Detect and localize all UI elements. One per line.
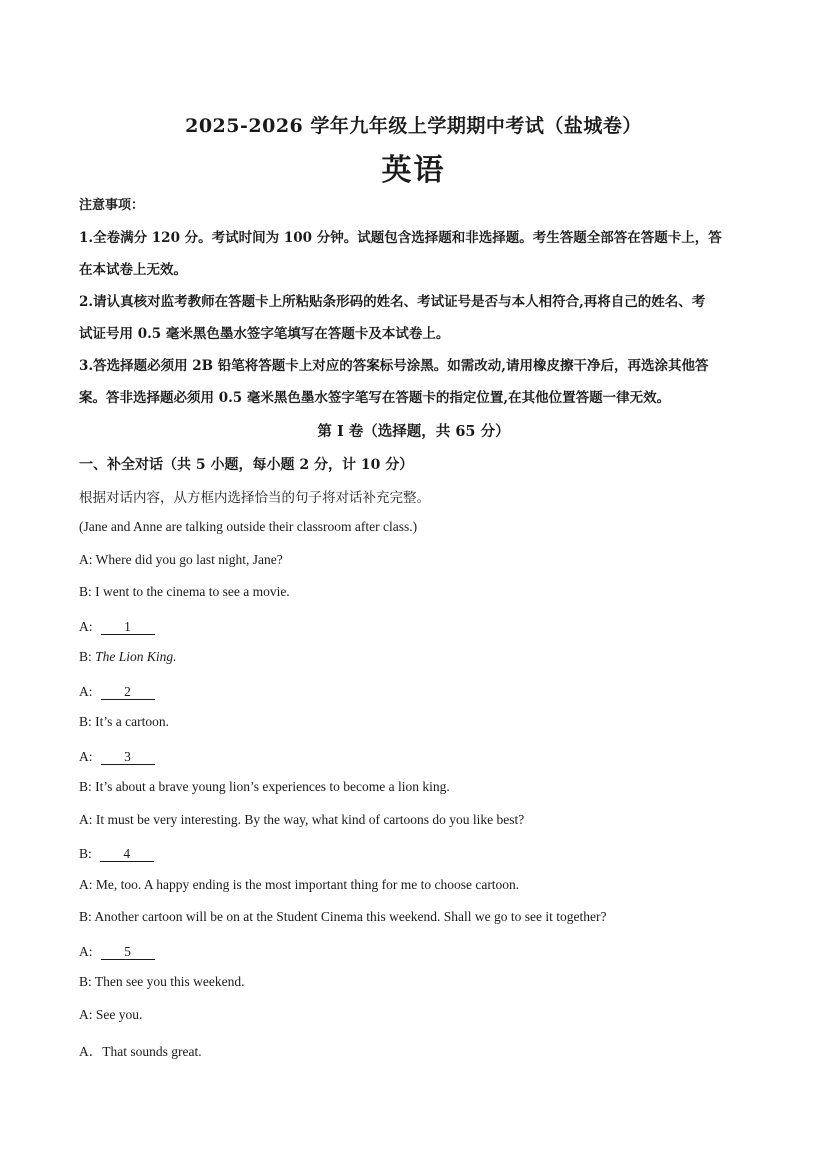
exam-title: 2025-2026 学年九年级上学期期中考试（盐城卷） bbox=[185, 115, 642, 137]
speaker-label: B: bbox=[79, 846, 92, 861]
note-item-3 bbox=[79, 350, 751, 414]
note-item-3-line-1: 3.答选择题必须用 2B 铅笔将答题卡上对应的答案标号涂黑。如需改动,请用橡皮擦干净后，再选涂其他答 bbox=[79, 358, 709, 374]
answer-blank-2: 2 bbox=[101, 685, 155, 700]
dialogue-line-blank-3 bbox=[79, 749, 155, 765]
note-item-1 bbox=[79, 222, 751, 286]
speaker-label: A: bbox=[79, 619, 93, 634]
dialogue-line: A: It must be very interesting. By the way, what kind of cartoons do you like best? bbox=[79, 812, 525, 827]
option-a: A．That sounds great. bbox=[79, 1044, 202, 1059]
note-item-1-line-2: 在本试卷上无效。 bbox=[79, 262, 187, 278]
movie-title: The Lion King. bbox=[95, 649, 177, 664]
dialogue-line: A: See you. bbox=[79, 1007, 143, 1022]
speaker-label: A: bbox=[79, 749, 93, 764]
answer-blank-4: 4 bbox=[100, 847, 154, 862]
speaker-label: B: bbox=[79, 649, 92, 664]
section-title: 一、补全对话（共 5 小题，每小题 2 分，计 10 分） bbox=[79, 457, 414, 473]
dialogue-line: B: I went to the cinema to see a movie. bbox=[79, 584, 290, 599]
dialogue-line: B: It’s a cartoon. bbox=[79, 714, 169, 729]
speaker-label: A: bbox=[79, 944, 93, 959]
dialogue-line-blank-5 bbox=[79, 944, 155, 960]
dialogue-line: B: Then see you this weekend. bbox=[79, 974, 245, 989]
dialogue-context: (Jane and Anne are talking outside their classroom after class.) bbox=[79, 519, 418, 534]
section-instruction: 根据对话内容，从方框内选择恰当的句子将对话补充完整。 bbox=[79, 490, 430, 506]
note-item-2-line-1: 2.请认真核对监考教师在答题卡上所粘贴条形码的姓名、考试证号是否与本人相符合,再将自己的姓名、考 bbox=[79, 294, 706, 310]
dialogue-line: A: Me, too. A happy ending is the most important thing for me to choose cartoon. bbox=[79, 877, 520, 892]
subject-title: 英语 bbox=[381, 153, 446, 188]
note-item-2-line-2: 试证号用 0.5 毫米黑色墨水签字笔填写在答题卡及本试卷上。 bbox=[79, 326, 450, 342]
speaker-label: A: bbox=[79, 684, 93, 699]
note-item-2 bbox=[79, 286, 751, 350]
dialogue-line-blank-2 bbox=[79, 684, 155, 700]
notes-heading: 注意事项： bbox=[79, 198, 145, 213]
dialogue-line: B: Another cartoon will be on at the Student Cinema this weekend. Shall we go to see it together? bbox=[79, 909, 607, 924]
dialogue-line-blank-1 bbox=[79, 619, 155, 635]
answer-blank-3: 3 bbox=[101, 750, 155, 765]
note-item-3-line-2: 案。答非选择题必须用 0.5 毫米黑色墨水签字笔写在答题卡的指定位置,在其他位置答题一律无效。 bbox=[79, 390, 671, 406]
note-item-1-line-1: 1.全卷满分 120 分。考试时间为 100 分钟。试题包含选择题和非选择题。考生答题全部答在答题卡上，答 bbox=[79, 230, 722, 246]
dialogue-line-blank-4 bbox=[79, 846, 154, 862]
answer-blank-5: 5 bbox=[101, 945, 155, 960]
dialogue-line: B: It’s about a brave young lion’s experiences to become a lion king. bbox=[79, 779, 450, 794]
dialogue-line: A: Where did you go last night, Jane? bbox=[79, 552, 283, 567]
answer-blank-1: 1 bbox=[101, 620, 155, 635]
part-title: 第 I 卷（选择题，共 65 分） bbox=[317, 423, 510, 440]
dialogue-line bbox=[79, 649, 177, 665]
